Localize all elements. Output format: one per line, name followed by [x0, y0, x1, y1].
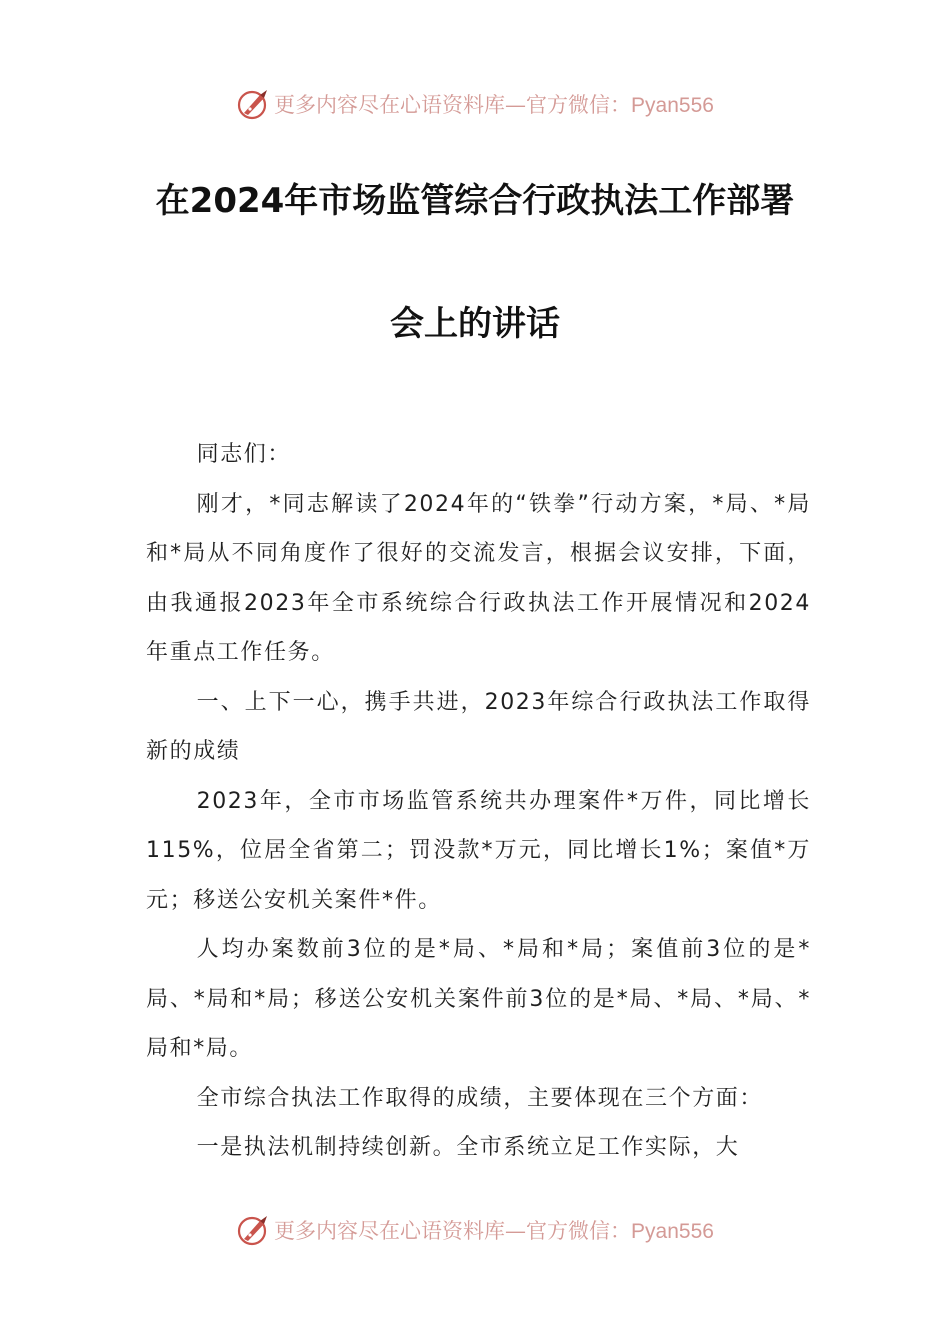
watermark-dash: — [505, 93, 527, 117]
body-paragraph: 全市综合执法工作取得的成绩，主要体现在三个方面： [196, 1085, 763, 1111]
watermark-banner-top [0, 84, 950, 124]
watermark-banner-bottom [0, 1210, 950, 1250]
body-paragraph: 人均办案数前3位的是*局、*局和*局；案值前3位的是*局、*局和*局；移送公安机关案件前3位的是*局、*局、*局、*局和*局。 [146, 937, 811, 1061]
watermark-site: 更多内容尽在心语资料库 [274, 93, 506, 117]
watermark-site: 更多内容尽在心语资料库 [274, 1219, 506, 1243]
watermark-wechat-label: 官方微信： [526, 93, 632, 117]
pen-nib-circle-icon [236, 87, 270, 121]
pen-nib-circle-icon [236, 1213, 270, 1247]
watermark-wechat-label: 官方微信： [526, 1219, 632, 1243]
document-title-line-1: 在2024年市场监管综合行政执法工作部署 [155, 181, 795, 221]
document-body [146, 430, 811, 1173]
watermark-text [274, 89, 714, 119]
watermark-wechat-id: Pyan556 [631, 1220, 714, 1243]
body-paragraph: 2023年，全市市场监管系统共办理案件*万件，同比增长115%，位居全省第二；罚没款*万元，同比增长1%；案值*万元；移送公安机关案件*件。 [146, 788, 811, 913]
salutation: 同志们： [196, 442, 291, 467]
document-title-line-2: 会上的讲话 [390, 304, 560, 344]
body-paragraph: 刚才，*同志解读了2024年的“铁拳”行动方案，*局、*局和*局从不同角度作了很好的交流发言，根据会议安排，下面，由我通报2023年全市系统综合行政执法工作开展情况和2024年重点工作任务。 [146, 491, 811, 665]
section-heading: 一、上下一心，携手共进，2023年综合行政执法工作取得新的成绩 [146, 689, 811, 764]
body-paragraph: 一是执法机制持续创新。全市系统立足工作实际，大 [196, 1135, 740, 1160]
watermark-text [274, 1215, 714, 1245]
watermark-wechat-id: Pyan556 [631, 94, 714, 117]
watermark-dash: — [505, 1219, 527, 1243]
